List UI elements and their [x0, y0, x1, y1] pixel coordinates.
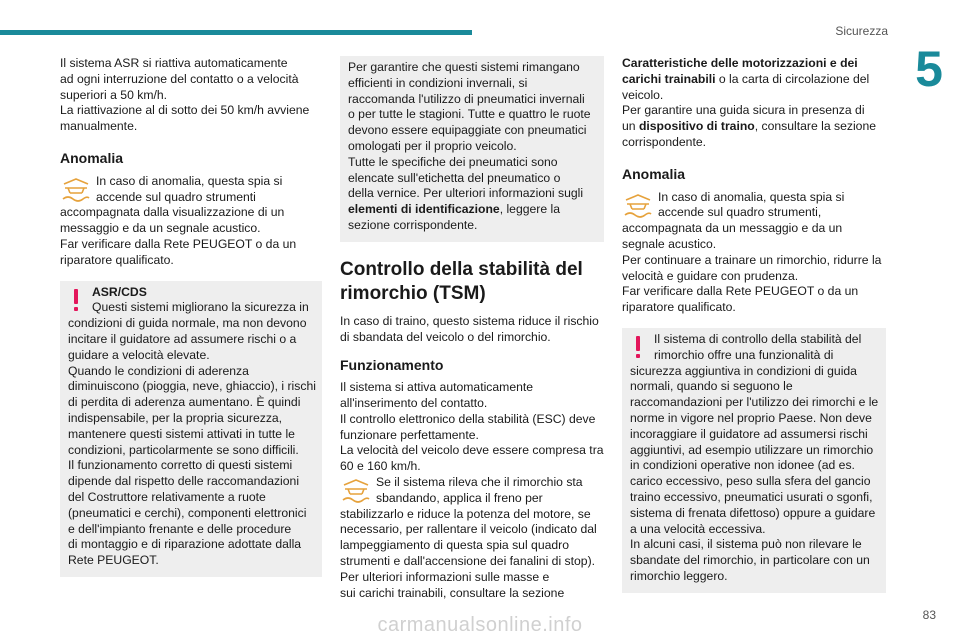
towing-intro-tail2: , consultare la sezione corrispondente. [622, 119, 877, 149]
anomaly-heading: Anomalia [60, 149, 124, 166]
warning-light-icon [60, 176, 92, 204]
anomaly-text: accompagnata dalla visualizzazione di un messaggio e da un segnale acustico. Far verificare dalla Rete PEUGEOT o da un riparatore qualificato. [60, 205, 297, 267]
warning-text: sicurezza aggiuntiva in condizioni di guida normali, quando si seguono le raccomandazioni per l'utilizzo dei rimorchi e le norme in vigore nel proprio Paese. Non deve incoraggiare il guidatore ad assumersi rischi aggiuntivi, ad esempio utilizzare un rimorchio in condizioni operative non idonee (ad es. carico eccessivo, peso sulla sfera del gancio traino eccessivo, pneumatici usurati o sgonfi, sistema di frenata difettoso) oppure a guidare a una velocità eccessiva. In alcuni casi, il sistema può non rilevare le sbandate del rimorchio, in particolare con un rimorchio leggero. [630, 363, 879, 583]
watermark: carmanualsonline.info [377, 614, 583, 636]
exclamation-icon [72, 289, 80, 311]
towing-intro [622, 56, 886, 151]
column-right [622, 56, 886, 593]
warning-light-icon [340, 477, 372, 505]
winter-tyres-text: Per garantire che questi sistemi rimangano efficienti in condizioni invernali, si raccomanda l'utilizzo di pneumatici invernali o per tutte le stagioni. Tutte e quattro le ruote devono essere equipaggiate con pneumatici omologati per il proprio veicolo. Tutte le specifiche dei pneumatici sono elencate sull'etichetta del pneumatico o della vernice. Per ulteriori informazioni sugli [348, 60, 591, 201]
winter-tyres-link-line [348, 202, 598, 218]
winter-tyres-box [340, 56, 604, 242]
tsm-section-title: Controllo della stabilità del rimorchio (TSM) [340, 258, 583, 304]
asr-cds-warning-box [60, 281, 322, 577]
towing-device-link: dispositivo di traino [638, 119, 755, 134]
functioning-icon-text: Se il sistema rileva che il rimorchio sta sbandando, applica il freno per [376, 474, 583, 505]
warning-first-line: Questi sistemi migliorano la sicurezza in [92, 300, 309, 315]
anomaly-icon-text: In caso di anomalia, questa spia si accende sul quadro strumenti [96, 173, 283, 204]
tsm-warning-box [622, 328, 886, 593]
winter-tyres-last: sezione corrispondente. [348, 217, 478, 232]
warning-light-icon [622, 192, 654, 220]
column-left [60, 56, 322, 577]
tsm-intro: In caso di traino, questo sistema riduce il rischio di sbandata del veicolo o del rimorchio. [340, 313, 599, 344]
anomaly-text: accompagnata da un messaggio e da un segnale acustico. Per continuare a trainare un rimorchio, ridurre la velocità e guidare con prudenza. Far verificare dalla Rete PEUGEOT o da un riparatore qualificato. [622, 221, 882, 315]
anomaly-icon-paragraph [622, 190, 886, 222]
functioning-after-text: stabilizzarlo e riduce la potenza del motore, se necessario, per rallentare il veicolo (indicato dal lampeggiamento di questa spia sul quadro strumenti e dall'accensione dei fanalini di stop). Per ulteriori informazioni sulle masse e sui carichi trainabili, consultare la sezione [340, 506, 597, 600]
chapter-number: 5 [915, 41, 943, 97]
anomaly-icon-paragraph [60, 174, 322, 206]
chapter-tab [898, 38, 960, 100]
anomaly-icon-text: In caso di anomalia, questa spia si accende sul quadro strumenti, [658, 189, 845, 220]
warning-title: ASR/CDS [92, 284, 147, 299]
page-number: 83 [922, 608, 936, 622]
identification-elements-link: elementi di identificazione [348, 202, 500, 217]
engines-loads-link: Caratteristiche delle motorizzazioni e dei carichi trainabili [622, 56, 858, 86]
header-accent-bar [0, 30, 472, 35]
asr-reactivation-text: Il sistema ASR si riattiva automaticamente ad ogni interruzione del contatto o a velocità superiori a 50 km/h. La riattivazione al di sotto dei 50 km/h avviene manualmente. [60, 56, 310, 134]
page-header-title: Sicurezza [835, 24, 888, 38]
functioning-icon-paragraph [340, 475, 604, 507]
towing-intro-tail: o la carta di circolazione del veicolo. Per garantire una guida sicura in presenza di un [622, 71, 870, 134]
anomaly-heading: Anomalia [622, 165, 686, 182]
winter-tyres-tail: , leggere la [499, 202, 561, 217]
functioning-text: Il sistema si attiva automaticamente all'inserimento del contatto. Il controllo elettronico della stabilità (ESC) deve funzionare perfettamente. La velocità del veicolo deve essere compresa tra 60 e 160 km/h. [340, 380, 604, 474]
warning-first-lines: Il sistema di controllo della stabilità del rimorchio offre una funzionalità di [654, 331, 862, 362]
exclamation-icon [634, 336, 642, 358]
column-middle [340, 56, 604, 601]
warning-text: condizioni di guida normale, ma non devono incitare il guidatore ad assumere rischi o a guidare a velocità elevate. Quando le condizioni di aderenza diminuiscono (pioggia, neve, ghiaccio), i rischi di perdita di aderenza aumentano. È quindi indispensabile, per la propria sicurezza, mantenere questi sistemi attivati in tutte le condizioni, particolarmente se sono difficili. Il funzionamento corretto di questi sistemi dipende dal rispetto delle raccomandazioni del Costruttore relativamente a ruote (pneumatici e cerchi), componenti elettronici e dell'impianto frenante e delle procedure di montaggio e di riparazione adottate dalla Rete PEUGEOT. [68, 316, 316, 568]
functioning-heading: Funzionamento [340, 357, 444, 374]
